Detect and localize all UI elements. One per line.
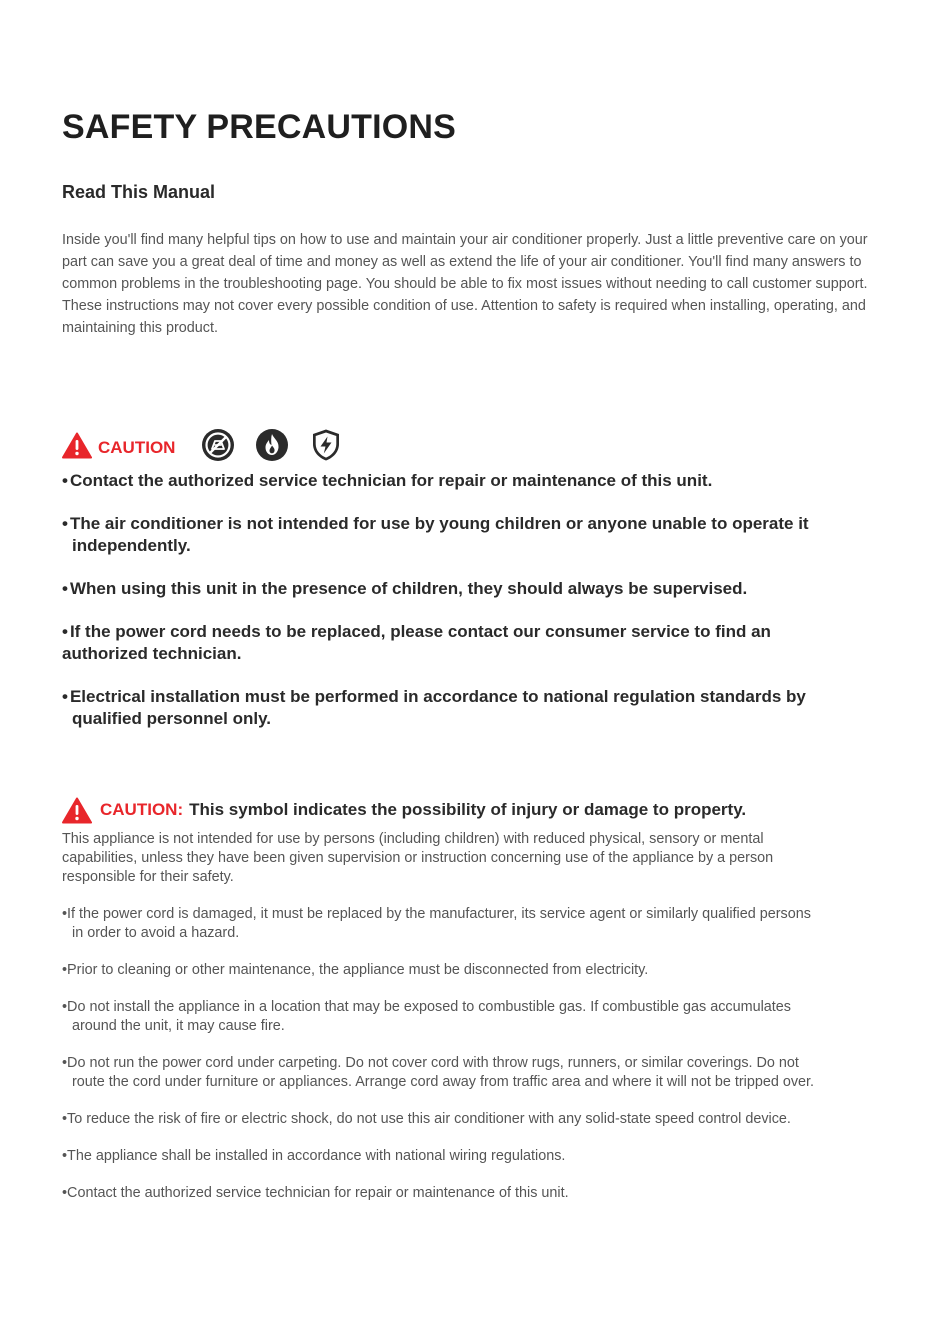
caution-description: This appliance is not intended for use by persons (including children) with reduced physical, sensory or mental capabilities, unless they have been given supervision or instruction concerning use of the appliance by a person responsible for their safety.: [62, 831, 774, 885]
list-item-text: Contact the authorized service technician for repair or maintenance of this unit.: [69, 471, 713, 490]
list-item: [62, 578, 862, 600]
bullet: •: [62, 687, 68, 706]
list-item-text: When using this unit in the presence of children, they should always be supervised.: [69, 579, 748, 598]
bullet: •: [62, 999, 68, 1015]
list-item-text-cont: route the cord under furniture or appliances. Arrange cord away from traffic area and where it will not be tripped over.: [72, 1074, 815, 1090]
bullet: •: [62, 471, 68, 490]
section-subtitle: Read This Manual: [62, 182, 216, 202]
list-item: [62, 961, 882, 980]
caution-light-list: [62, 905, 882, 1221]
list-item-text-cont: in order to avoid a hazard.: [72, 925, 240, 941]
fire-hazard-icon: [255, 428, 289, 462]
list-item-text: Do not install the appliance in a location that may be exposed to combustible gas. If combustible gas accumulates: [67, 999, 791, 1015]
bullet: •: [62, 514, 68, 533]
bullet: •: [62, 1111, 68, 1127]
page-title: SAFETY PRECAUTIONS: [62, 108, 457, 146]
intro-paragraph: Inside you'll find many helpful tips on how to use and maintain your air conditioner properly. Just a little preventive care on your part can save you a great deal of time and money as well as extend the life of your air conditioner. You'll find many answers to common problems in the troubleshooting page. You should be able to fix most issues without needing to call customer support. These instructions may not cover every possible condition of use. Attention to safety is required when installing, operating, and maintaining this product.: [62, 232, 868, 336]
list-item: [62, 470, 862, 492]
caution-notice-label: CAUTION:: [100, 800, 184, 819]
list-item: [62, 1184, 882, 1203]
bullet: •: [62, 622, 68, 641]
list-item-text-cont: independently.: [72, 536, 191, 555]
bullet: •: [62, 579, 68, 598]
list-item-text: The appliance shall be installed in accordance with national wiring regulations.: [67, 1148, 566, 1164]
caution-notice-header: [62, 795, 746, 825]
list-item-text: If the power cord is damaged, it must be replaced by the manufacturer, its service agent or similarly qualified persons: [67, 906, 811, 922]
caution-bold-list: [62, 470, 862, 751]
list-item-text: To reduce the risk of fire or electric shock, do not use this air conditioner with any solid-state speed control device.: [67, 1111, 791, 1127]
list-item: [62, 686, 862, 730]
no-disassemble-icon: [201, 428, 235, 462]
list-item: [62, 513, 862, 557]
warning-triangle-icon: [62, 432, 92, 459]
list-item-text: Do not run the power cord under carpeting. Do not cover cord with throw rugs, runners, or similar coverings. Do not: [67, 1055, 799, 1071]
list-item: [62, 1054, 882, 1092]
list-item-text-cont: qualified personnel only.: [72, 709, 271, 728]
electric-shock-icon: [309, 428, 343, 462]
list-item: [62, 998, 882, 1036]
list-item-text-cont: around the unit, it may cause fire.: [72, 1018, 285, 1034]
list-item-text: Prior to cleaning or other maintenance, the appliance must be disconnected from electricity.: [67, 962, 649, 978]
list-item: [62, 905, 882, 943]
list-item: [62, 1147, 882, 1166]
list-item-text: The air conditioner is not intended for use by young children or anyone unable to operate it: [69, 514, 809, 533]
bullet: •: [62, 1148, 68, 1164]
caution-notice-text: This symbol indicates the possibility of injury or damage to property.: [189, 800, 747, 819]
caution-label: CAUTION: [98, 438, 176, 457]
list-item: [62, 1110, 882, 1129]
bullet: •: [62, 906, 68, 922]
warning-triangle-icon: [62, 797, 92, 824]
list-item-text: Electrical installation must be performed in accordance to national regulation standards by: [69, 687, 806, 706]
bullet: •: [62, 962, 68, 978]
list-item-text: If the power cord needs to be replaced, please contact our consumer service to find an: [69, 622, 771, 641]
bullet: •: [62, 1055, 68, 1071]
list-item-text: Contact the authorized service technician for repair or maintenance of this unit.: [67, 1185, 569, 1201]
list-item: [62, 621, 862, 665]
bullet: •: [62, 1185, 68, 1201]
caution-header: [62, 426, 363, 464]
list-item-text-cont: authorized technician.: [62, 644, 242, 663]
